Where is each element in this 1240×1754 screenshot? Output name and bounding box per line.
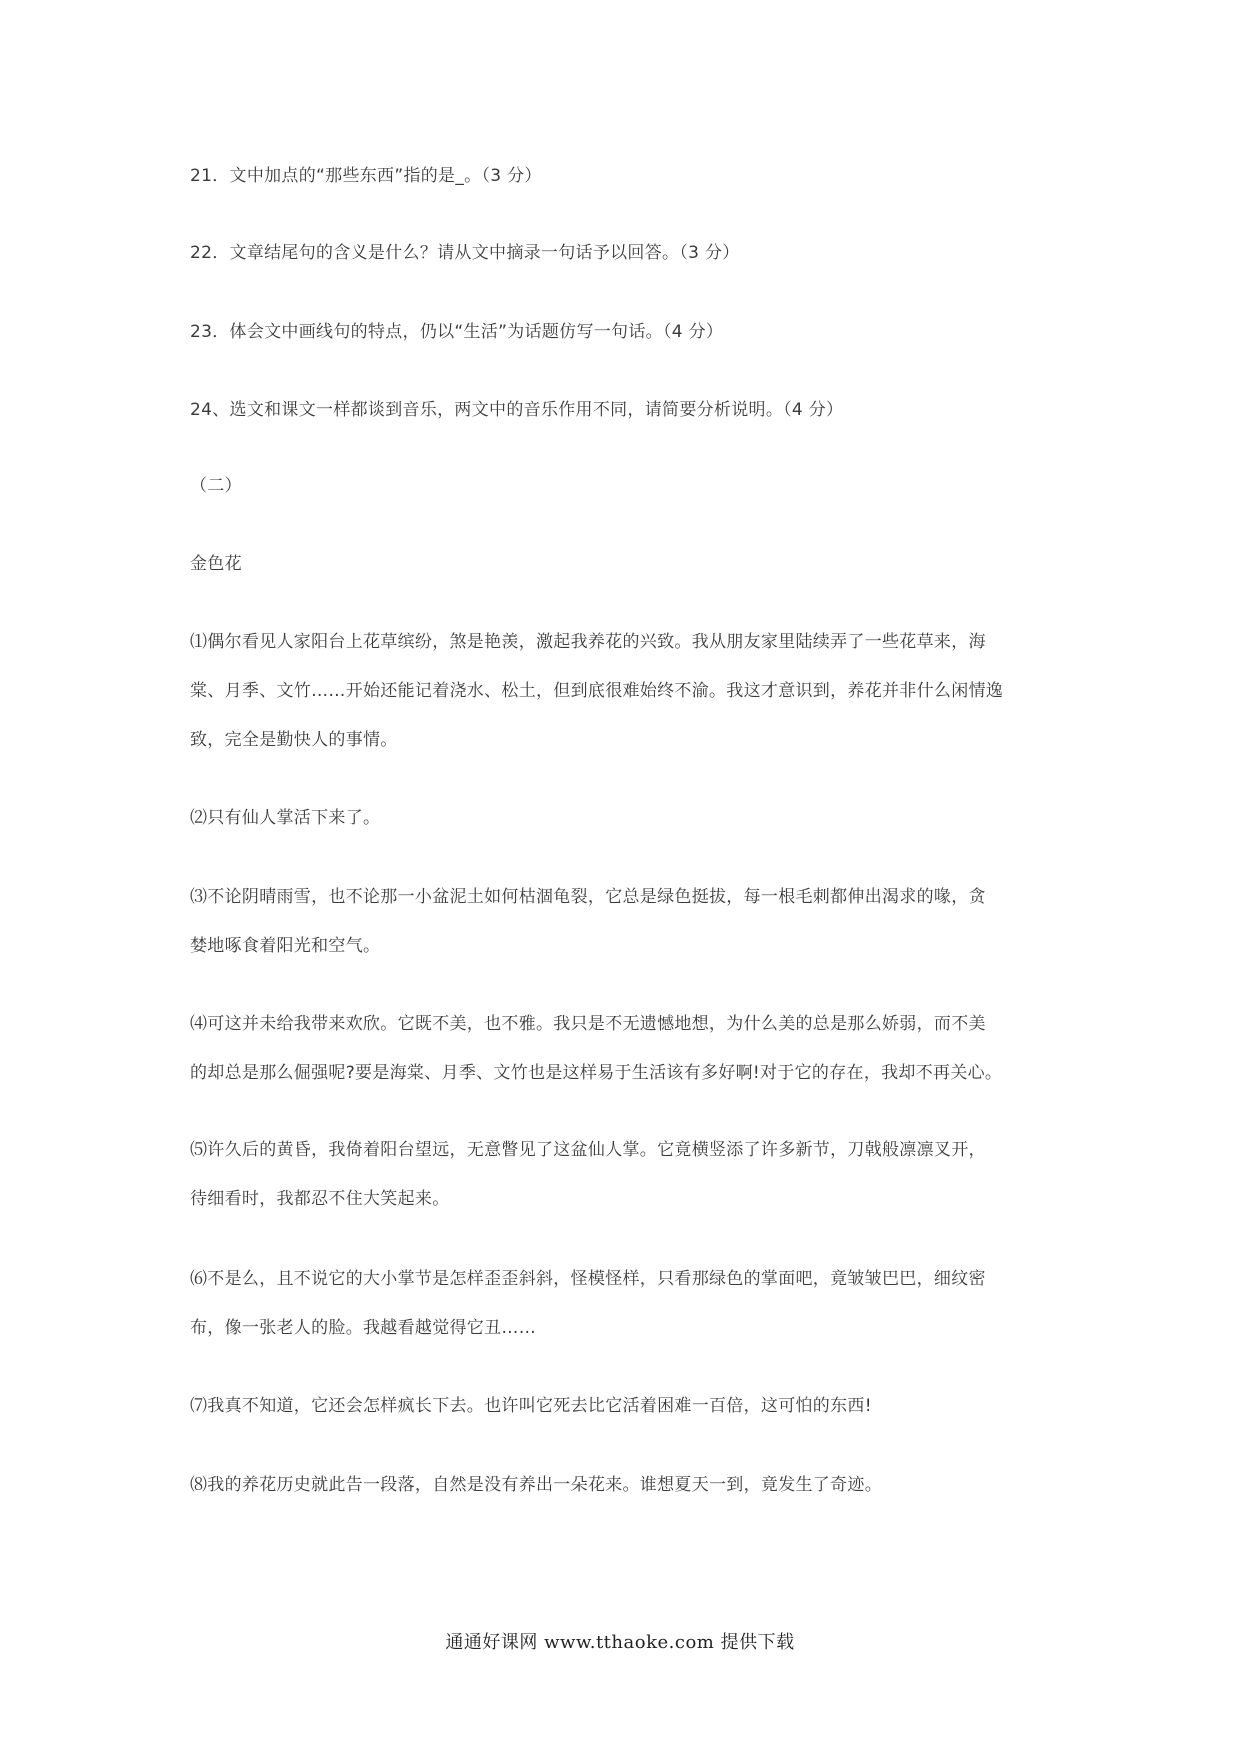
paragraph-line: ⑷可这并未给我带来欢欣。它既不美，也不雅。我只是不无遗憾地想，为什么美的总是那么娇弱，而不美 (190, 1014, 986, 1034)
footer-credit: 通通好课网 www.tthaoke.com 提供下载 (445, 1632, 795, 1653)
paragraph-line: ⑹不是么，且不说它的大小掌节是怎样歪歪斜斜，怪模怪样，只看那绿色的掌面吧，竟皱皱巴巴，细纹密 (190, 1269, 986, 1289)
paragraph-line: ⑸许久后的黄昏，我倚着阳台望远，无意瞥见了这盆仙人掌。它竟横竖添了许多新节，刀戟般凛凛叉开， (190, 1140, 986, 1160)
section-label: （二） (190, 476, 242, 496)
paragraph-line: 待细看时，我都忍不住大笑起来。 (190, 1189, 450, 1209)
paragraph-line: 的却总是那么倔强呢?要是海棠、月季、文竹也是这样易于生活该有多好啊!对于它的存在，我却不再关心。 (190, 1063, 1003, 1083)
question-22: 22．文章结尾句的含义是什么？请从文中摘录一句话予以回答。（3 分） (190, 243, 740, 263)
question-23: 23．体会文中画线句的特点，仍以“生活”为话题仿写一句话。（4 分） (190, 322, 724, 342)
paragraph-line: ⑻我的养花历史就此告一段落，自然是没有养出一朵花来。谁想夏天一到，竟发生了奇迹。 (190, 1475, 882, 1495)
paragraph-line: ⑶不论阴晴雨雪，也不论那一小盆泥土如何枯涸龟裂，它总是绿色挺拔，每一根毛刺都伸出渴求的喙，贪 (190, 887, 986, 907)
paragraph-line: 致，完全是勤快人的事情。 (190, 730, 398, 750)
question-21: 21．文中加点的“那些东西”指的是_。（3 分） (190, 166, 542, 186)
paragraph-line: ⑺我真不知道，它还会怎样疯长下去。也许叫它死去比它活着困难一百倍，这可怕的东西! (190, 1396, 872, 1416)
paragraph-line: 婪地啄食着阳光和空气。 (190, 936, 381, 956)
passage-title: 金色花 (190, 554, 242, 574)
question-24: 24、选文和课文一样都谈到音乐，两文中的音乐作用不同，请简要分析说明。（4 分） (190, 400, 844, 420)
paragraph-line: 棠、月季、文竹……开始还能记着浇水、松土，但到底很难始终不渝。我这才意识到，养花并非什么闲情逸 (190, 681, 1004, 701)
paragraph-line: ⑵只有仙人掌活下来了。 (190, 808, 381, 828)
paragraph-line: 布，像一张老人的脸。我越看越觉得它丑…… (190, 1318, 536, 1338)
paragraph-line: ⑴偶尔看见人家阳台上花草缤纷，煞是艳羡，激起我养花的兴致。我从朋友家里陆续弄了一些花草来，海 (190, 632, 986, 652)
